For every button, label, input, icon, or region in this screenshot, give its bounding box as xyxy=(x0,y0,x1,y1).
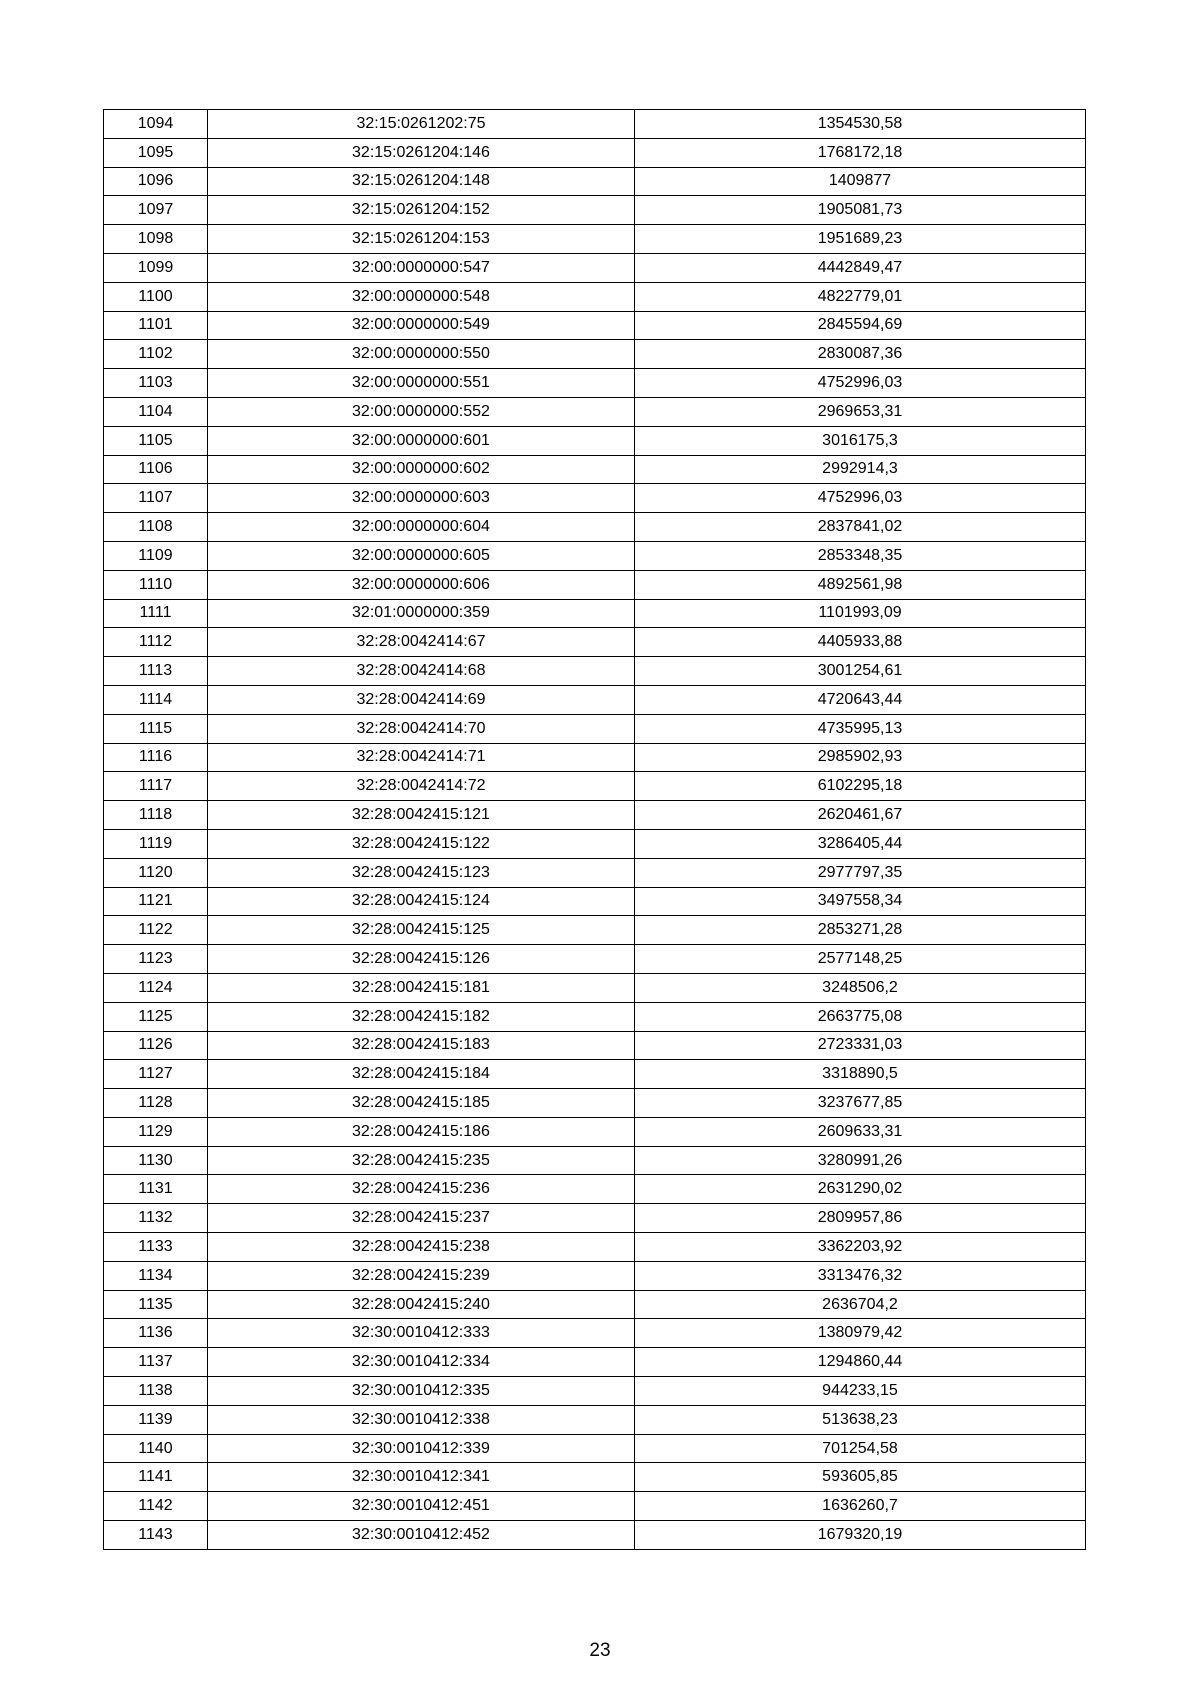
cadastral-value-cell: 3280991,26 xyxy=(635,1146,1086,1175)
cadastral-value-cell: 3497558,34 xyxy=(635,887,1086,916)
row-number-cell: 1104 xyxy=(104,397,208,426)
table-row xyxy=(104,369,1086,398)
table-row xyxy=(104,973,1086,1002)
cadastral-number-cell: 32:28:0042415:238 xyxy=(208,1233,635,1262)
row-number-cell: 1102 xyxy=(104,340,208,369)
table-row xyxy=(104,599,1086,628)
table-row xyxy=(104,743,1086,772)
cadastral-value-cell: 1905081,73 xyxy=(635,196,1086,225)
cadastral-number-cell: 32:00:0000000:605 xyxy=(208,541,635,570)
cadastral-value-cell: 1636260,7 xyxy=(635,1492,1086,1521)
cadastral-value-cell: 593605,85 xyxy=(635,1463,1086,1492)
cadastral-number-cell: 32:28:0042415:182 xyxy=(208,1002,635,1031)
cadastral-value-cell: 3362203,92 xyxy=(635,1233,1086,1262)
table-row xyxy=(104,1175,1086,1204)
row-number-cell: 1116 xyxy=(104,743,208,772)
table-row xyxy=(104,397,1086,426)
cadastral-number-cell: 32:28:0042415:185 xyxy=(208,1089,635,1118)
table-row xyxy=(104,1089,1086,1118)
cadastral-value-cell: 1679320,19 xyxy=(635,1521,1086,1550)
table-row xyxy=(104,1348,1086,1377)
table-row xyxy=(104,772,1086,801)
row-number-cell: 1129 xyxy=(104,1117,208,1146)
cadastral-number-cell: 32:28:0042415:235 xyxy=(208,1146,635,1175)
cadastral-value-cell: 2809957,86 xyxy=(635,1204,1086,1233)
cadastral-value-cell: 1409877 xyxy=(635,167,1086,196)
row-number-cell: 1138 xyxy=(104,1377,208,1406)
cadastral-number-cell: 32:30:0010412:338 xyxy=(208,1405,635,1434)
table-row xyxy=(104,887,1086,916)
cadastral-value-cell: 4735995,13 xyxy=(635,714,1086,743)
cadastral-number-cell: 32:30:0010412:333 xyxy=(208,1319,635,1348)
cadastral-number-cell: 32:28:0042415:123 xyxy=(208,858,635,887)
cadastral-number-cell: 32:28:0042414:70 xyxy=(208,714,635,743)
row-number-cell: 1113 xyxy=(104,657,208,686)
table-row xyxy=(104,340,1086,369)
row-number-cell: 1126 xyxy=(104,1031,208,1060)
table-row xyxy=(104,945,1086,974)
cadastral-number-cell: 32:30:0010412:451 xyxy=(208,1492,635,1521)
cadastral-number-cell: 32:00:0000000:602 xyxy=(208,455,635,484)
cadastral-number-cell: 32:00:0000000:550 xyxy=(208,340,635,369)
cadastral-number-cell: 32:15:0261204:148 xyxy=(208,167,635,196)
cadastral-value-cell: 2663775,08 xyxy=(635,1002,1086,1031)
cadastral-value-cell: 3318890,5 xyxy=(635,1060,1086,1089)
cadastral-number-cell: 32:15:0261204:146 xyxy=(208,138,635,167)
cadastral-value-cell: 2636704,2 xyxy=(635,1290,1086,1319)
row-number-cell: 1122 xyxy=(104,916,208,945)
cadastral-number-cell: 32:28:0042415:236 xyxy=(208,1175,635,1204)
cadastral-value-cell: 701254,58 xyxy=(635,1434,1086,1463)
cadastral-value-cell: 2969653,31 xyxy=(635,397,1086,426)
row-number-cell: 1109 xyxy=(104,541,208,570)
cadastral-value-table xyxy=(103,109,1086,1550)
cadastral-number-cell: 32:28:0042415:183 xyxy=(208,1031,635,1060)
table-row xyxy=(104,1233,1086,1262)
cadastral-value-cell: 1951689,23 xyxy=(635,225,1086,254)
table-row xyxy=(104,1261,1086,1290)
cadastral-value-cell: 2577148,25 xyxy=(635,945,1086,974)
cadastral-value-cell: 3286405,44 xyxy=(635,829,1086,858)
cadastral-number-cell: 32:28:0042414:67 xyxy=(208,628,635,657)
cadastral-value-cell: 944233,15 xyxy=(635,1377,1086,1406)
cadastral-number-cell: 32:00:0000000:606 xyxy=(208,570,635,599)
table-row xyxy=(104,1290,1086,1319)
cadastral-number-cell: 32:28:0042415:237 xyxy=(208,1204,635,1233)
row-number-cell: 1099 xyxy=(104,253,208,282)
row-number-cell: 1128 xyxy=(104,1089,208,1118)
cadastral-value-cell: 4892561,98 xyxy=(635,570,1086,599)
table-row xyxy=(104,570,1086,599)
cadastral-value-cell: 6102295,18 xyxy=(635,772,1086,801)
cadastral-number-cell: 32:28:0042414:68 xyxy=(208,657,635,686)
table-row xyxy=(104,1146,1086,1175)
cadastral-value-cell: 2620461,67 xyxy=(635,801,1086,830)
table-row xyxy=(104,311,1086,340)
table-row xyxy=(104,1319,1086,1348)
cadastral-number-cell: 32:00:0000000:551 xyxy=(208,369,635,398)
row-number-cell: 1134 xyxy=(104,1261,208,1290)
cadastral-value-cell: 4405933,88 xyxy=(635,628,1086,657)
row-number-cell: 1119 xyxy=(104,829,208,858)
cadastral-value-cell: 4752996,03 xyxy=(635,369,1086,398)
cadastral-value-cell: 3248506,2 xyxy=(635,973,1086,1002)
cadastral-number-cell: 32:30:0010412:334 xyxy=(208,1348,635,1377)
table-row xyxy=(104,282,1086,311)
row-number-cell: 1117 xyxy=(104,772,208,801)
cadastral-number-cell: 32:15:0261204:152 xyxy=(208,196,635,225)
cadastral-number-cell: 32:15:0261204:153 xyxy=(208,225,635,254)
cadastral-value-cell: 2977797,35 xyxy=(635,858,1086,887)
table-row xyxy=(104,1492,1086,1521)
cadastral-number-cell: 32:01:0000000:359 xyxy=(208,599,635,628)
cadastral-number-cell: 32:28:0042415:126 xyxy=(208,945,635,974)
table-row xyxy=(104,1463,1086,1492)
row-number-cell: 1106 xyxy=(104,455,208,484)
cadastral-number-cell: 32:28:0042415:181 xyxy=(208,973,635,1002)
table-row xyxy=(104,1434,1086,1463)
table-row xyxy=(104,196,1086,225)
row-number-cell: 1141 xyxy=(104,1463,208,1492)
table-row xyxy=(104,714,1086,743)
table-body xyxy=(104,110,1086,1550)
cadastral-number-cell: 32:00:0000000:547 xyxy=(208,253,635,282)
row-number-cell: 1123 xyxy=(104,945,208,974)
row-number-cell: 1097 xyxy=(104,196,208,225)
row-number-cell: 1112 xyxy=(104,628,208,657)
cadastral-number-cell: 32:00:0000000:601 xyxy=(208,426,635,455)
table-row xyxy=(104,110,1086,139)
cadastral-value-cell: 2609633,31 xyxy=(635,1117,1086,1146)
cadastral-number-cell: 32:15:0261202:75 xyxy=(208,110,635,139)
cadastral-value-cell: 1768172,18 xyxy=(635,138,1086,167)
table-row xyxy=(104,426,1086,455)
row-number-cell: 1133 xyxy=(104,1233,208,1262)
table-row xyxy=(104,484,1086,513)
table-row xyxy=(104,916,1086,945)
table-row xyxy=(104,657,1086,686)
table-row xyxy=(104,1060,1086,1089)
cadastral-number-cell: 32:00:0000000:549 xyxy=(208,311,635,340)
row-number-cell: 1130 xyxy=(104,1146,208,1175)
cadastral-number-cell: 32:28:0042415:125 xyxy=(208,916,635,945)
table-row xyxy=(104,253,1086,282)
cadastral-value-cell: 2723331,03 xyxy=(635,1031,1086,1060)
row-number-cell: 1105 xyxy=(104,426,208,455)
cadastral-value-cell: 3016175,3 xyxy=(635,426,1086,455)
row-number-cell: 1136 xyxy=(104,1319,208,1348)
cadastral-value-cell: 1294860,44 xyxy=(635,1348,1086,1377)
row-number-cell: 1111 xyxy=(104,599,208,628)
page-number: 23 xyxy=(589,1640,611,1661)
cadastral-number-cell: 32:28:0042415:184 xyxy=(208,1060,635,1089)
cadastral-value-cell: 1380979,42 xyxy=(635,1319,1086,1348)
table-row xyxy=(104,829,1086,858)
row-number-cell: 1103 xyxy=(104,369,208,398)
row-number-cell: 1139 xyxy=(104,1405,208,1434)
table-row xyxy=(104,1405,1086,1434)
cadastral-number-cell: 32:30:0010412:452 xyxy=(208,1521,635,1550)
row-number-cell: 1098 xyxy=(104,225,208,254)
table-row xyxy=(104,138,1086,167)
row-number-cell: 1110 xyxy=(104,570,208,599)
table-row xyxy=(104,513,1086,542)
row-number-cell: 1137 xyxy=(104,1348,208,1377)
cadastral-value-cell: 1354530,58 xyxy=(635,110,1086,139)
row-number-cell: 1131 xyxy=(104,1175,208,1204)
row-number-cell: 1143 xyxy=(104,1521,208,1550)
table-row xyxy=(104,858,1086,887)
row-number-cell: 1124 xyxy=(104,973,208,1002)
row-number-cell: 1127 xyxy=(104,1060,208,1089)
row-number-cell: 1095 xyxy=(104,138,208,167)
row-number-cell: 1115 xyxy=(104,714,208,743)
table-row xyxy=(104,455,1086,484)
cadastral-value-cell: 2631290,02 xyxy=(635,1175,1086,1204)
cadastral-number-cell: 32:28:0042415:239 xyxy=(208,1261,635,1290)
cadastral-number-cell: 32:28:0042415:122 xyxy=(208,829,635,858)
row-number-cell: 1120 xyxy=(104,858,208,887)
cadastral-number-cell: 32:28:0042415:121 xyxy=(208,801,635,830)
table-row xyxy=(104,1377,1086,1406)
table-row xyxy=(104,167,1086,196)
row-number-cell: 1108 xyxy=(104,513,208,542)
cadastral-value-cell: 1101993,09 xyxy=(635,599,1086,628)
row-number-cell: 1142 xyxy=(104,1492,208,1521)
cadastral-number-cell: 32:00:0000000:604 xyxy=(208,513,635,542)
row-number-cell: 1094 xyxy=(104,110,208,139)
cadastral-table-container xyxy=(103,109,1085,1550)
cadastral-value-cell: 4442849,47 xyxy=(635,253,1086,282)
cadastral-value-cell: 4720643,44 xyxy=(635,685,1086,714)
table-row xyxy=(104,801,1086,830)
cadastral-value-cell: 3001254,61 xyxy=(635,657,1086,686)
cadastral-value-cell: 2845594,69 xyxy=(635,311,1086,340)
row-number-cell: 1096 xyxy=(104,167,208,196)
row-number-cell: 1132 xyxy=(104,1204,208,1233)
cadastral-value-cell: 3237677,85 xyxy=(635,1089,1086,1118)
table-row xyxy=(104,628,1086,657)
row-number-cell: 1125 xyxy=(104,1002,208,1031)
cadastral-number-cell: 32:28:0042414:69 xyxy=(208,685,635,714)
table-row xyxy=(104,225,1086,254)
cadastral-value-cell: 513638,23 xyxy=(635,1405,1086,1434)
cadastral-value-cell: 3313476,32 xyxy=(635,1261,1086,1290)
cadastral-number-cell: 32:00:0000000:548 xyxy=(208,282,635,311)
cadastral-number-cell: 32:30:0010412:335 xyxy=(208,1377,635,1406)
table-row xyxy=(104,1031,1086,1060)
row-number-cell: 1114 xyxy=(104,685,208,714)
cadastral-number-cell: 32:00:0000000:603 xyxy=(208,484,635,513)
cadastral-value-cell: 2853348,35 xyxy=(635,541,1086,570)
cadastral-value-cell: 2830087,36 xyxy=(635,340,1086,369)
cadastral-value-cell: 4822779,01 xyxy=(635,282,1086,311)
cadastral-number-cell: 32:28:0042415:124 xyxy=(208,887,635,916)
cadastral-value-cell: 2853271,28 xyxy=(635,916,1086,945)
table-row xyxy=(104,1204,1086,1233)
table-row xyxy=(104,1002,1086,1031)
row-number-cell: 1118 xyxy=(104,801,208,830)
row-number-cell: 1107 xyxy=(104,484,208,513)
row-number-cell: 1100 xyxy=(104,282,208,311)
table-row xyxy=(104,685,1086,714)
cadastral-number-cell: 32:28:0042414:71 xyxy=(208,743,635,772)
table-row xyxy=(104,541,1086,570)
row-number-cell: 1135 xyxy=(104,1290,208,1319)
row-number-cell: 1140 xyxy=(104,1434,208,1463)
table-row xyxy=(104,1521,1086,1550)
cadastral-value-cell: 2992914,3 xyxy=(635,455,1086,484)
cadastral-value-cell: 2985902,93 xyxy=(635,743,1086,772)
cadastral-value-cell: 4752996,03 xyxy=(635,484,1086,513)
cadastral-number-cell: 32:30:0010412:339 xyxy=(208,1434,635,1463)
row-number-cell: 1121 xyxy=(104,887,208,916)
cadastral-value-cell: 2837841,02 xyxy=(635,513,1086,542)
cadastral-number-cell: 32:28:0042415:186 xyxy=(208,1117,635,1146)
cadastral-number-cell: 32:00:0000000:552 xyxy=(208,397,635,426)
row-number-cell: 1101 xyxy=(104,311,208,340)
cadastral-number-cell: 32:28:0042415:240 xyxy=(208,1290,635,1319)
cadastral-number-cell: 32:28:0042414:72 xyxy=(208,772,635,801)
cadastral-number-cell: 32:30:0010412:341 xyxy=(208,1463,635,1492)
table-row xyxy=(104,1117,1086,1146)
